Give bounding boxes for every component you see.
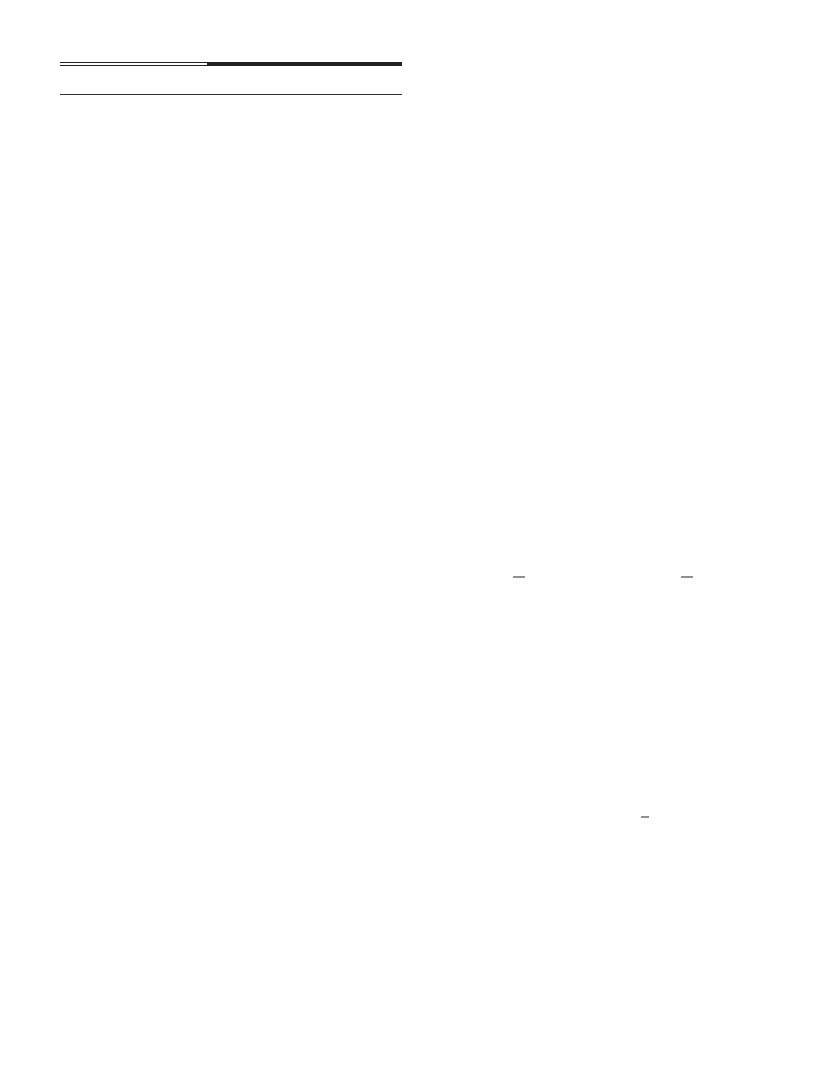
left-column [60,58,402,99]
page-header-left [63,19,69,31]
figure-7 [418,50,763,595]
reference [60,94,402,99]
table-3 [60,62,402,66]
table-subheader-row [60,65,402,66]
figure-8 [460,648,730,828]
